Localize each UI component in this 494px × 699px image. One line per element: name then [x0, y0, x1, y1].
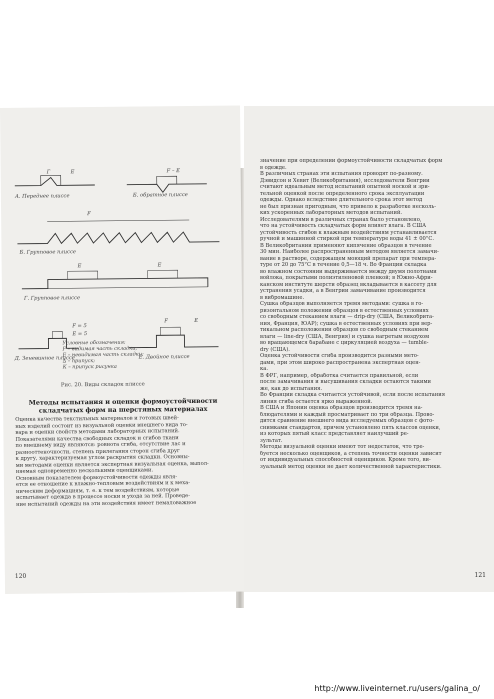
text-line: дами, при этом широко распространена экспертная оцен-	[260, 359, 421, 366]
figure-mark: Е = 5	[72, 331, 88, 338]
page-number-left: 120	[14, 572, 27, 580]
text-line: dry (США).	[260, 346, 290, 353]
text-line: после замачивания и высушивания складки остаются такими	[260, 379, 431, 385]
text-line: испытывает одежда в процессе носки и ухода за ней. Проведе-	[16, 493, 190, 501]
text-line: от индивидуальных способностей оценщиков. Кроме того, ви-	[260, 457, 431, 463]
section-title: Методы испытания и оценки формоустойчивости складчатых форм на шерстяных материалах	[28, 396, 218, 415]
book-spread	[0, 108, 494, 594]
text-line: устойчивость сгибов к влажным воздействиям устанавливается	[260, 229, 437, 236]
text-line: ния, Франция, ЮАР); сушка в естественных условиях при вер-	[260, 320, 433, 327]
footer-url[interactable]: http://www.liveinternet.ru/users/galina_o/	[314, 684, 480, 693]
legend-line: ∆ – припуск;	[62, 358, 96, 365]
text-line: Основным показателем формоустойчивости одежды явля-	[15, 473, 178, 482]
text-line: тельной оценкой после определенного срока эксплуатации	[260, 190, 425, 197]
figure-mark: Е	[194, 317, 199, 324]
figure-legend	[62, 340, 143, 371]
legend-line: Е – невидимая часть складки;	[62, 351, 144, 359]
text-line: войлока, покрытыми полиэтиленовой пленкой; в Южно-Афри-	[260, 275, 433, 281]
figure-label-g: Г. Групповое плиссе	[23, 295, 81, 302]
text-line: во вращающемся барабане с циркуляцией воздуха — tumble-	[260, 340, 429, 346]
text-line: тикальном расположении образцов со свободным стеканием	[260, 327, 429, 333]
right-page-text	[260, 158, 486, 470]
legend-line: К – припуск рисунка	[62, 363, 117, 371]
text-line: вара и оценки свойств методами лабораторных испытаний.	[15, 428, 180, 436]
text-line: ние испытаний одежды на эти воздействия имеет немаловажное	[16, 499, 197, 508]
text-line: В ФРГ, например, обработка считается правильной, если	[260, 372, 419, 379]
text-line: по внешнему виду являются: ровнота сгиба, отсутствие лас и	[15, 441, 186, 449]
left-page	[0, 105, 245, 593]
text-line: 30 мин. Наиболее распространенным методом является замачи-	[260, 249, 439, 255]
text-line: ручной и машинной стиркой при температуре воды 41 ± 00°С.	[260, 236, 435, 242]
figure-label-a: А. Переднее плиссе	[14, 193, 70, 200]
text-line: вание в растворе, содержащем моющий препарат при темпера-	[260, 255, 437, 262]
text-line: снимками стандартов, причем установлено пять классов оценки,	[260, 424, 441, 431]
text-line: канском институте шерсти образец вкладывается в кассету для	[260, 281, 437, 288]
figure-mark: Е	[157, 262, 162, 269]
text-line: что на устойчивость складчатых форм влияет влага. В США	[260, 223, 427, 229]
text-line: же, как до испытания.	[260, 385, 323, 392]
text-line: во влажном состоянии выдерживается между двумя полотнами	[260, 268, 437, 275]
text-line: линия сгиба остается ярко выраженной.	[260, 398, 373, 405]
figure-label-d: Д. Зеневинное плиссе	[14, 355, 75, 362]
text-line: Дэвидсон и Хевит (Великобритания), исследователи Венгрии	[260, 177, 430, 184]
text-line: туре от 20 до 75°С в течение 0,5—18 ч. Во Франции складка	[260, 262, 427, 268]
text-line: в вибромашине.	[260, 294, 305, 301]
figure-label-e: Е. Двойное плиссе	[138, 354, 190, 361]
text-line: В различных странах эти испытания проводят по-разному.	[260, 171, 423, 177]
legend-line: F – видимая часть складки;	[62, 345, 138, 353]
legend-line: Условные обозначения:	[62, 339, 126, 347]
text-line: Методы визуальной оценки имеют тот недостаток, что тре-	[260, 444, 425, 450]
figure-label-v: Б. Групповое плиссе	[19, 249, 76, 256]
page-number-right: 121	[474, 572, 486, 579]
text-line: Сушка образцов выполняется тремя методами: сушка в го-	[260, 301, 424, 307]
text-line: дится сравнение внешнего вида исследуемых образцов с фото-	[260, 418, 435, 424]
text-line: из которых пятый класс представляет наилучший ре-	[260, 431, 409, 437]
figure-mark: F	[164, 318, 168, 325]
text-line: Оценка качества текстильных материалов и готовых швей-	[15, 415, 179, 423]
figure-mark: Е	[70, 169, 75, 176]
right-page	[244, 106, 494, 592]
text-line: зультат.	[260, 437, 283, 444]
text-line: разнооттеночности, степень прилегания сторон сгиба друг	[15, 447, 180, 456]
text-line: зуальный метод оценки не дает количественной характеристики.	[260, 463, 442, 470]
text-line: Показателями качества свободных складок и сгибов ткани	[15, 434, 179, 443]
figure-mark: F = 5	[72, 323, 87, 330]
text-line: Исследователями в различных странах было установлено,	[260, 216, 422, 223]
figure-mark: F – Е	[166, 168, 180, 175]
text-line: В США и Японии оценка образцов производится тремя на-	[260, 405, 423, 411]
text-line: блюдателями и каждый просматривает по три образца. Прово-	[260, 411, 435, 418]
text-line: со свободным стеканием влаги — drip-dry (США, Великобрита-	[260, 314, 434, 320]
text-line: ется ее отношение к влажно-тепловым воздействиям и к меха-	[15, 480, 191, 488]
figure-mark: F	[87, 211, 91, 218]
figure-caption: Рис. 20. Виды складок плиссе	[60, 381, 145, 389]
text-line: одежды. Однако вследствие длительного срока этот метод	[260, 197, 423, 203]
text-line: В Великобритании применяют кипячение образцов в течение	[260, 242, 432, 249]
text-line: устранения усадки, а в Венгрии замачивание производится	[260, 288, 426, 294]
text-line: ких ускоренных лабораторных методов испытаний.	[260, 210, 403, 216]
figure-label-b: Б. обратное плиссе	[132, 192, 188, 199]
text-line: буется несколько оценщиков, а степень точности оценки зависит	[260, 450, 442, 457]
text-line: ка.	[260, 366, 268, 372]
figure-mark: Е	[77, 263, 82, 270]
text-line: значение при определении формоустойчивости складчатых форм	[260, 158, 443, 164]
text-line: считают идеальным метод испытаний опытной ноской и зри-	[260, 184, 430, 190]
figure-mark: Г	[46, 169, 51, 176]
text-line: ных изделий состоит из визуальной оценки внешнего вида то-	[15, 421, 188, 430]
text-line: Оценка устойчивости сгиба производится разными мето-	[260, 353, 419, 359]
text-line: влаги — line-dry (США, Венгрия) и сушка нагретым воздухом	[260, 333, 430, 340]
text-line: ническим деформациям, т. е. к тем воздействиям, которые	[15, 486, 180, 495]
text-line: Во Франции складка считается устойчивой, если после испытания	[260, 392, 445, 398]
text-line: ризонтальном положении образцов в естественных условиях	[260, 307, 429, 314]
text-line: в одежде.	[260, 164, 287, 171]
left-page-text	[15, 415, 232, 508]
text-line: не был признан пригодным, что привело к разработке несколь-	[260, 203, 436, 210]
text-line: няемая одновременно несколькими оценщиками.	[15, 467, 154, 475]
text-line: к другу, характеризуемая углом раскрытия складки. Основны-	[15, 454, 190, 462]
text-line: ми методами оценки является экспертная визуальная оценка, выпол-	[15, 460, 209, 469]
